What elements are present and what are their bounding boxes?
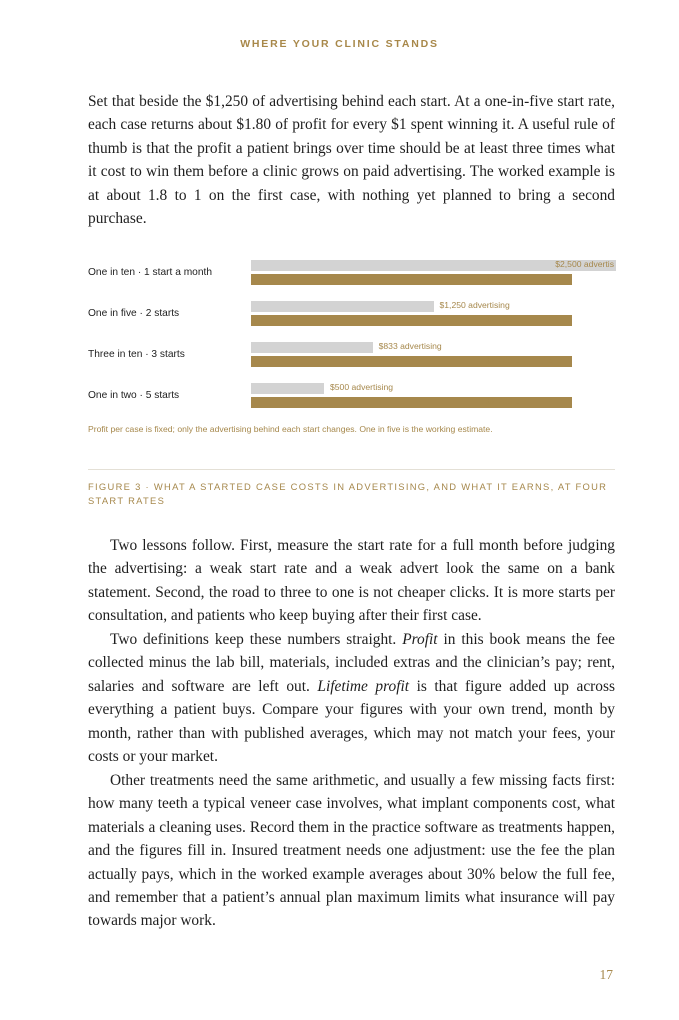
term-profit: Profit [402,631,438,648]
advertising-bar-label: $2,500 advertis [555,259,614,269]
chart-row-label: Three in ten · 3 starts [88,349,185,360]
advertising-bar-label: $500 advertising [330,382,394,392]
running-head: WHERE YOUR CLINIC STANDS [240,38,439,50]
chart-note: Profit per case is fixed; only the advertising behind each start changes. One in five is the working estimate. [88,424,493,434]
body-paragraph [88,769,615,933]
bar-chart [86,254,616,444]
paragraph-text: is that figure added up across everything a patient buys. Compare your figures with your own trend, month by month, rather than with published averages, which may not match your fees, your costs or your market. [88,677,615,766]
paragraph-text: in this book means the fee collected minus the lab bill, materials, included extras and the clinician’s pay; rent, salaries and software are left out. [88,631,616,695]
advertising-bar-label: $1,250 advertising [439,300,510,310]
page-number: 17 [599,967,613,982]
advertising-bar [251,383,324,394]
chart-row-label: One in ten · 1 start a month [88,267,213,278]
caption-rule [88,469,615,470]
term-lifetime-profit: Lifetime profit [317,677,410,695]
advertising-bar-label: $833 advertising [378,341,442,351]
paragraph-text: Two lessons follow. First, measure the start rate for a full month before judging the advertising: a weak start rate and a weak advert look the same on a bank statement. Second, the road to three to one is not cheaper clicks. It is more starts per consultation, and patients who keep buying after their first case. [88,537,615,625]
body-paragraph: Set that beside the $1,250 of advertising behind each start. At a one-in-five start rate, each case returns about $1.80 of profit for every $1 spent winning it. A useful rule of thumb is that the profit a patient brings over time should be at least three times what it cost to win them before a clinic grows on paid advertising. The worked example is at about 1.8 to 1 on the first case, with nothing yet planned to bring a second purchase. [88,93,615,228]
chart-row-label: One in five · 2 starts [88,308,180,319]
paragraph-text: Other treatments need the same arithmetic, and usually a few missing facts first: how many teeth a typical veneer case involves, what implant components cost, what materials a cleaning uses. Record them in the practice software as treatments happen, and the figures fill in. Insured treatment needs one adjustment: use the fee the plan actually pays, which in the worked example averages about 30% below the full fee, and remember that a patient’s annual plan maximum limits what insurance will pay towards major work. [88,772,615,930]
figure-caption: FIGURE 3 · WHAT A STARTED CASE COSTS IN ADVERTISING, AND WHAT IT EARNS, AT FOUR START RATES [88,481,608,506]
paragraph-text: Two definitions keep these numbers straight. [110,631,403,648]
body-paragraph [88,628,615,768]
advertising-bar [251,342,373,353]
chart-row-label: One in two · 5 starts [88,390,180,401]
profit-bar-label: $2,200 profit · 4.4 to 1 [486,396,571,406]
body-paragraph [88,534,615,628]
profit-bar-label: $2,200 profit · 0.9 to 1 [486,273,571,283]
profit-bar-label: $2,200 profit · 1.8 to 1 [486,314,571,324]
advertising-bar [251,301,434,312]
profit-bar-label: $2,200 profit · 2.6 to 1 [486,355,571,365]
